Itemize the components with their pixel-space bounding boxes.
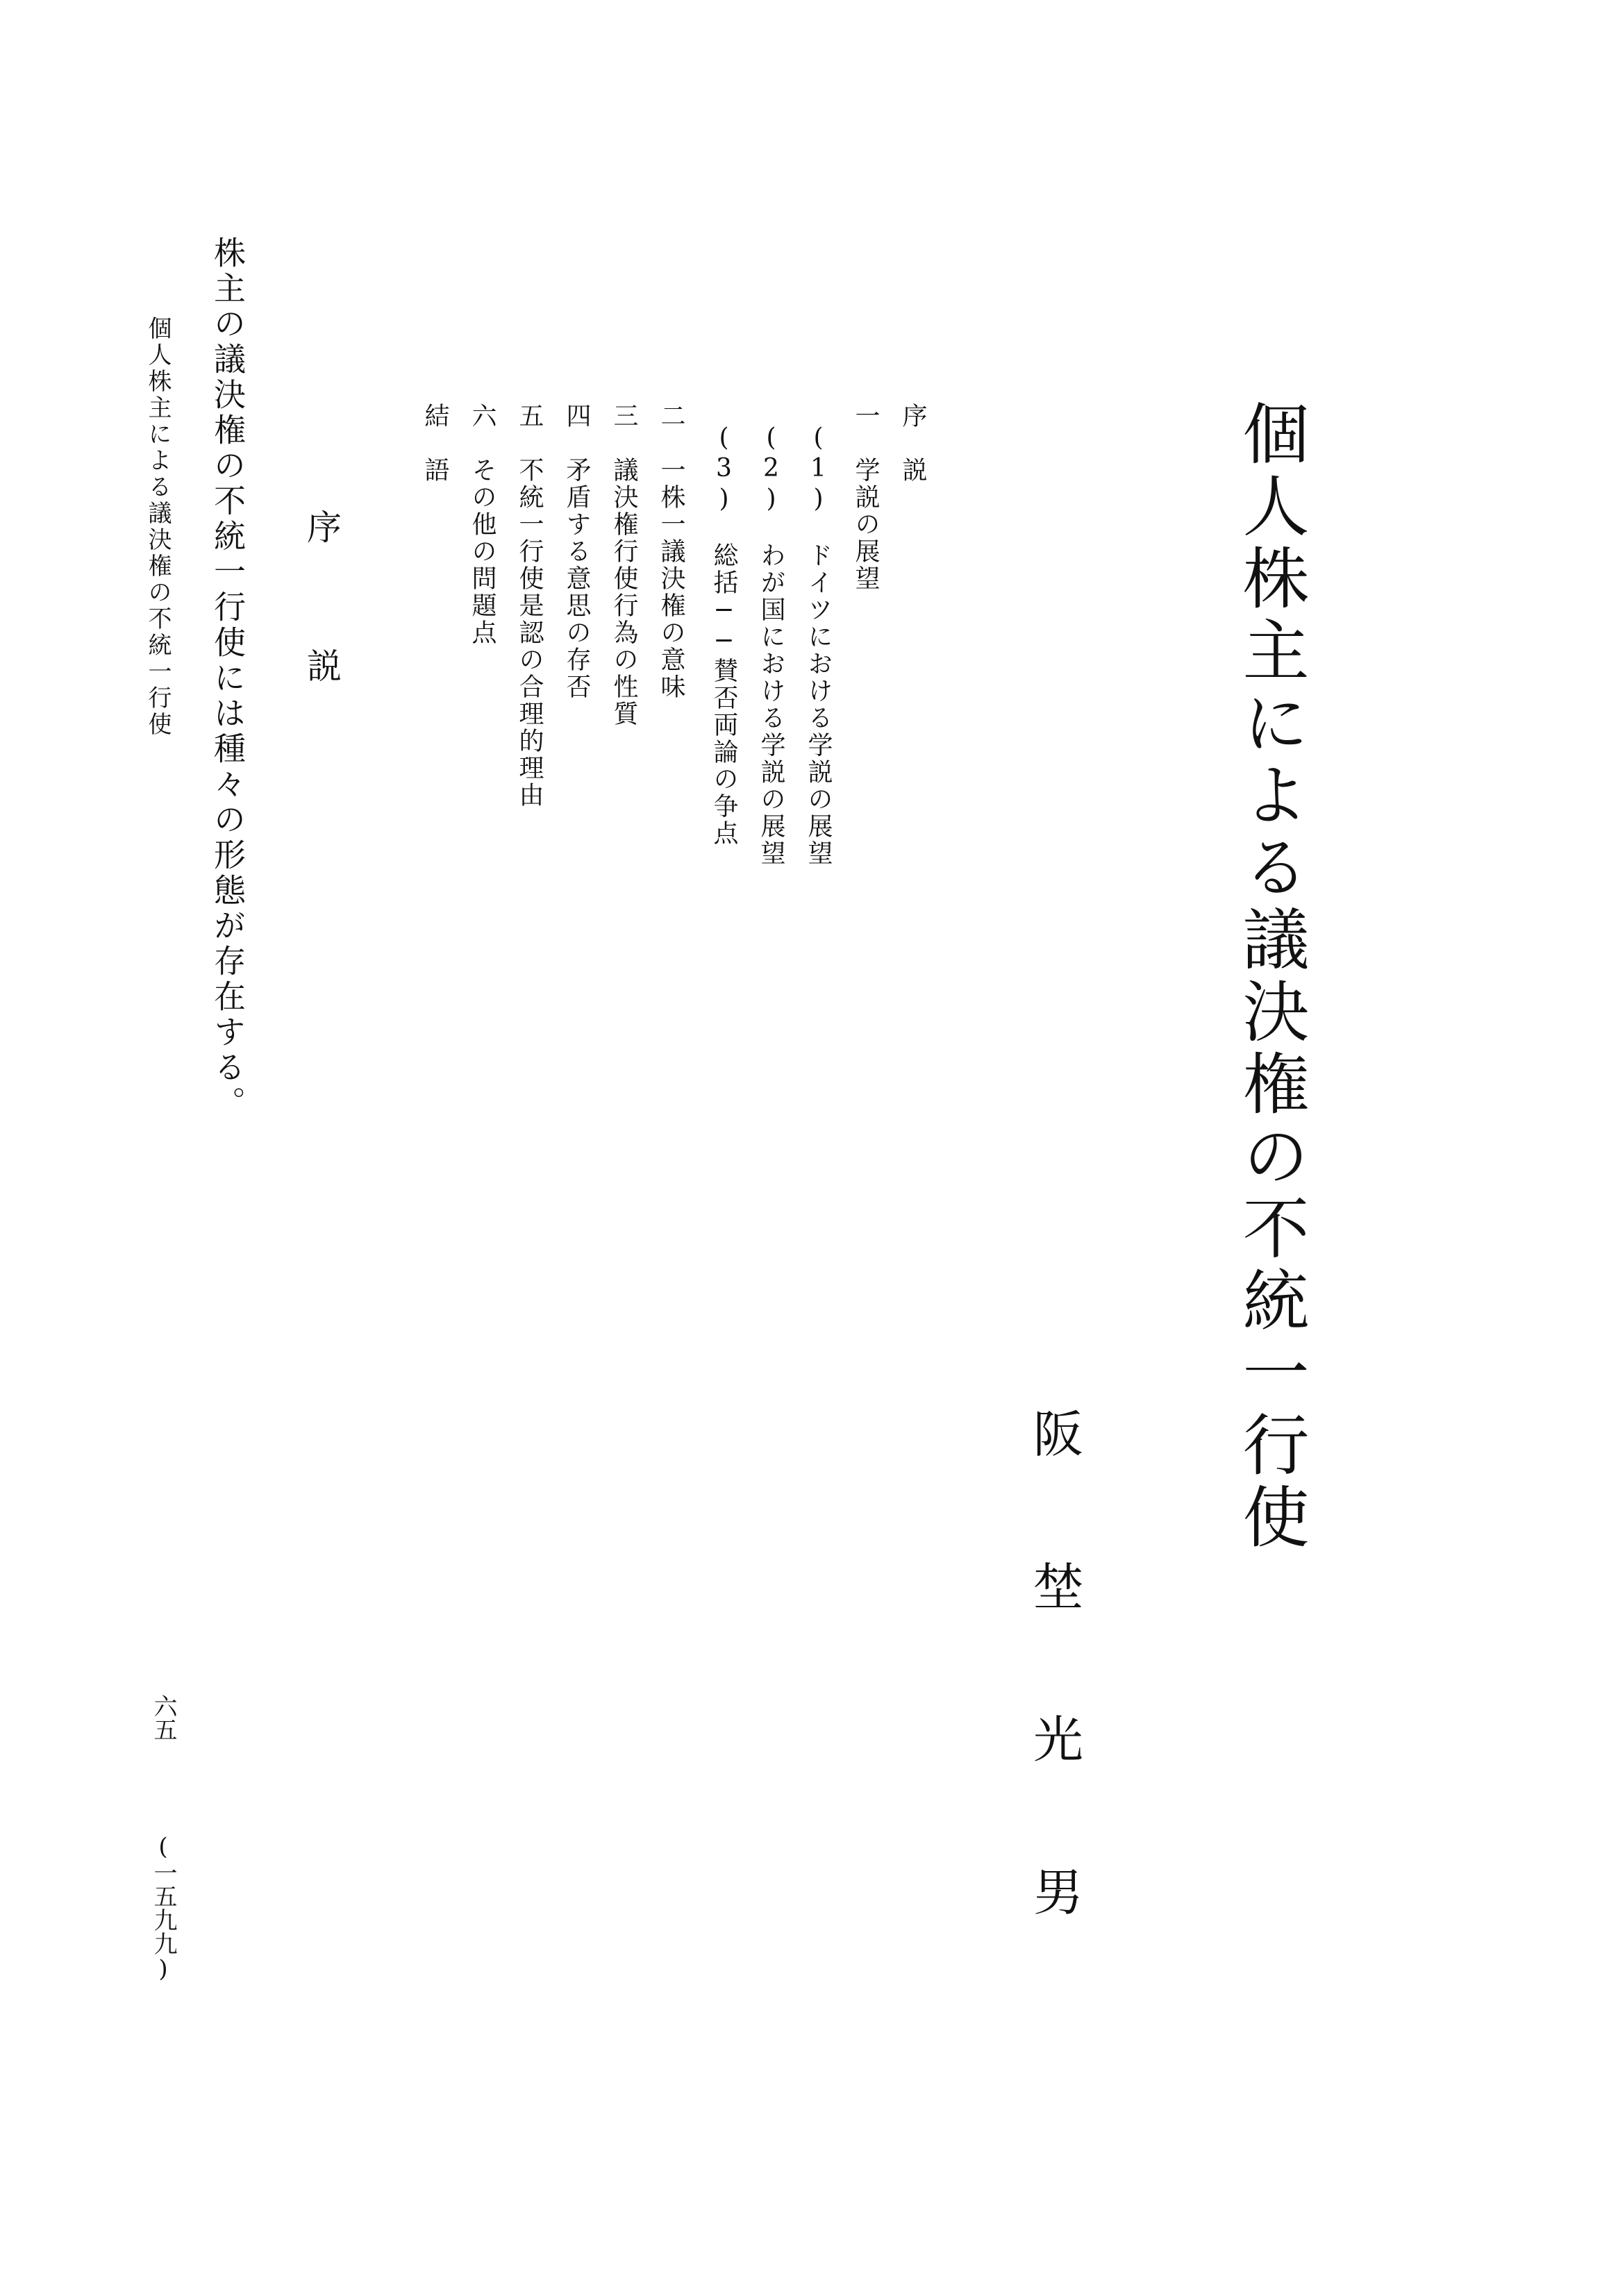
page-number: 六五 xyxy=(149,1694,177,1741)
toc-item-1-1: (1) ドイツにおける学説の展望 xyxy=(804,424,833,867)
article-title: 個人株主による議決権の不統一行使 xyxy=(1232,399,1310,1555)
toc-item-4: 四 矛盾する意思の存否 xyxy=(562,403,591,701)
toc-item-1: 一 学説の展望 xyxy=(851,403,880,592)
toc-item-2: 二 一株一議決権の意味 xyxy=(657,403,685,701)
author-name xyxy=(1033,1405,1084,1922)
body-paragraph: 株主の議決権の不統一行使には種々の形態が存在する。 xyxy=(209,236,247,1121)
section-heading xyxy=(307,508,342,687)
author-char-3: 光 xyxy=(1033,1711,1084,1769)
toc-item-6: 六 その他の問題点 xyxy=(468,403,497,646)
toc-item-1-2: (2) わが国における学説の展望 xyxy=(757,424,785,867)
toc-item-5: 五 不統一行使是認の合理的理由 xyxy=(515,403,544,809)
author-char-2: 埜 xyxy=(1033,1558,1084,1616)
serial-page-number: (一五九九) xyxy=(149,1833,177,1983)
toc-item-conclusion: 結 語 xyxy=(421,403,449,484)
author-char-4: 男 xyxy=(1033,1863,1084,1922)
toc-item-1-3: (3) 総括──賛否両論の争点 xyxy=(710,424,738,847)
section-heading-char-1: 序 xyxy=(307,508,342,548)
section-heading-char-2: 説 xyxy=(307,646,342,687)
author-char-1: 阪 xyxy=(1033,1405,1084,1464)
running-header: 個人株主による議決権の不統一行使 xyxy=(144,316,172,738)
toc-item-intro: 序 説 xyxy=(899,403,927,484)
toc-item-3: 三 議決権行使行為の性質 xyxy=(610,403,638,728)
